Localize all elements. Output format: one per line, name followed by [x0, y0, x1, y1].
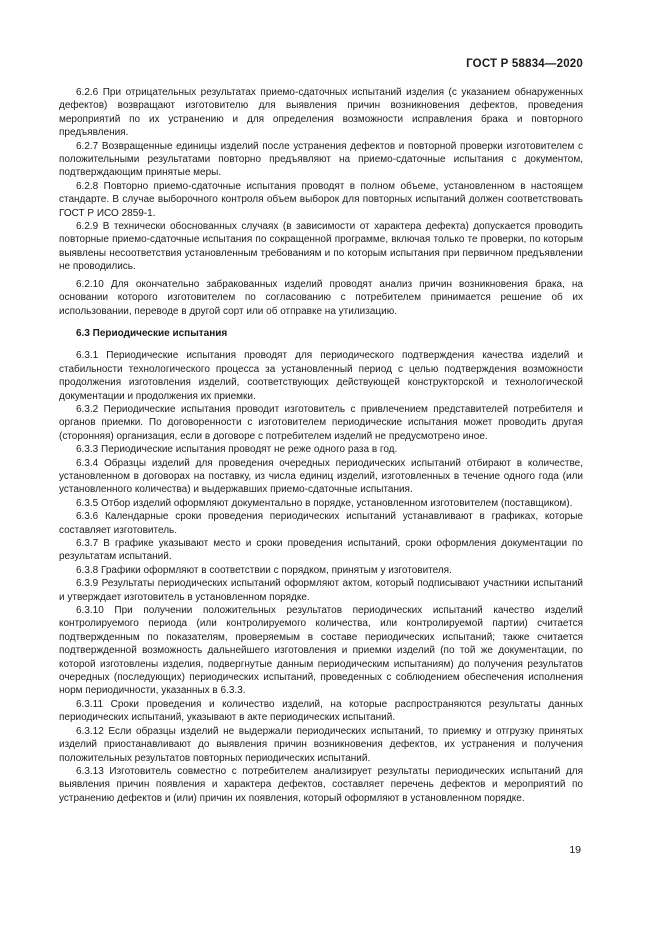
paragraph-6-3-4: 6.3.4 Образцы изделий для проведения очередных периодических испытаний отбирают в количестве, установленном в договорах на поставку, из числа единиц изделий, изготовленных в течение одного года (или установленного количества) и выдержавших приемо-сдаточные испытания.	[59, 457, 583, 496]
paragraph-6-2-10: 6.2.10 Для окончательно забракованных изделий проводят анализ причин возникновения брака, на основании которого изготовителем по согласованию с потребителем принимается решение об их использовании, переводе в другой сорт или об отправке на утилизацию.	[59, 278, 583, 317]
paragraph-6-3-5: 6.3.5 Отбор изделий оформляют документально в порядке, установленном изготовителем (поставщиком).	[76, 497, 573, 509]
paragraph-6-2-6: 6.2.6 При отрицательных результатах приемо-сдаточных испытаний изделия (с указанием обнаруженных дефектов) возвращают изготовителю для выявления причин возникновения дефектов, проведения мероприятий по их устранению и для определения возможности исправления брака и повторного предъявления.	[59, 87, 583, 139]
paragraph-6-3-1: 6.3.1 Периодические испытания проводят для периодического подтверждения качества изделий и стабильности технологического процесса за установленный период с целью подтверждения возможности продолжения изготовления изделий, соответствующих действующей конструкторской и технологической документации и продолжения их приемки.	[59, 350, 583, 402]
paragraph-6-3-12: 6.3.12 Если образцы изделий не выдержали периодических испытаний, то приемку и отгрузку принятых изделий приостанавливают до выявления причин возникновения дефектов, их устранения и получения положительных результатов повторных периодических испытаний.	[59, 725, 583, 764]
paragraph-6-3-3: 6.3.3 Периодические испытания проводят не реже одного раза в год.	[76, 444, 398, 456]
paragraph-6-3-6: 6.3.6 Календарные сроки проведения периодических испытаний устанавливают в графиках, которые составляет изготовитель.	[59, 511, 583, 536]
paragraph-6-3-8: 6.3.8 Графики оформляют в соответствии с порядком, принятым у изготовителя.	[76, 564, 452, 576]
paragraph-6-3-10: 6.3.10 При получении положительных результатов периодических испытаний качество изделий контролируемого периода (или контролируемого количества, или контролируемой партии) считается подтвержденным по показателям, проверяемым в составе периодических испытаний; также считается подтвержденной возможность дальнейшего изготовления и приемки изделий (по той же документации, по которой изготовлены изделия, подвергнутые данным периодическим испытаниям) до получения результатов очередных (последующих) периодических испытаний, проведенных с соблюдением обеспечения исполнения норм периодичности, указанных в 6.3.3.	[59, 605, 583, 697]
paragraph-6-2-7: 6.2.7 Возвращенные единицы изделий после устранения дефектов и повторной проверки изготовителем с положительными результатами повторно предъявляют на приемо-сдаточные испытания с документом, подтверждающим принятые меры.	[59, 140, 583, 179]
document-code: ГОСТ Р 58834—2020	[466, 58, 583, 70]
section-heading: 6.3 Периодические испытания	[76, 327, 228, 339]
paragraph-6-3-9: 6.3.9 Результаты периодических испытаний оформляют актом, который подписывают участники испытаний и утверждает изготовитель в установленном порядке.	[59, 578, 583, 603]
document-body	[59, 86, 583, 805]
paragraph-6-3-7: 6.3.7 В графике указывают место и сроки проведения испытаний, сроки оформления документации по результатам испытаний.	[59, 538, 583, 563]
paragraph-6-3-13: 6.3.13 Изготовитель совместно с потребителем анализирует результаты периодических испытаний для выявления причин появления и характера дефектов, составляет перечень дефектов и мероприятий по устранению дефектов и (или) причин их появления, который оформляют в установленном порядке.	[59, 765, 583, 804]
paragraph-6-2-8: 6.2.8 Повторно приемо-сдаточные испытания проводят в полном объеме, установленном в настоящем стандарте. В случае выборочного контроля объем выборок для повторных испытаний должен соответствовать ГОСТ Р ИСО 2859-1.	[59, 180, 583, 219]
page-number: 19	[569, 844, 581, 856]
paragraph-6-2-9: 6.2.9 В технически обоснованных случаях (в зависимости от характера дефекта) допускается проводить повторные приемо-сдаточные испытания по сокращенной программе, включая только те проверки, по которым выявлены несоответствия установленным требованиям и по которым испытания при первичном предъявлении не проводились.	[59, 221, 583, 273]
paragraph-6-3-2: 6.3.2 Периодические испытания проводит изготовитель с привлечением представителей потребителя и органов приемки. По договоренности с изготовителем периодические испытания может проводить другая (сторонняя) организация, если в договоре с потребителем изделий не предусмотрено иное.	[59, 403, 583, 442]
paragraph-6-3-11: 6.3.11 Сроки проведения и количество изделий, на которые распространяются результаты данных периодических испытаний, указывают в акте периодических испытаний.	[59, 698, 583, 724]
